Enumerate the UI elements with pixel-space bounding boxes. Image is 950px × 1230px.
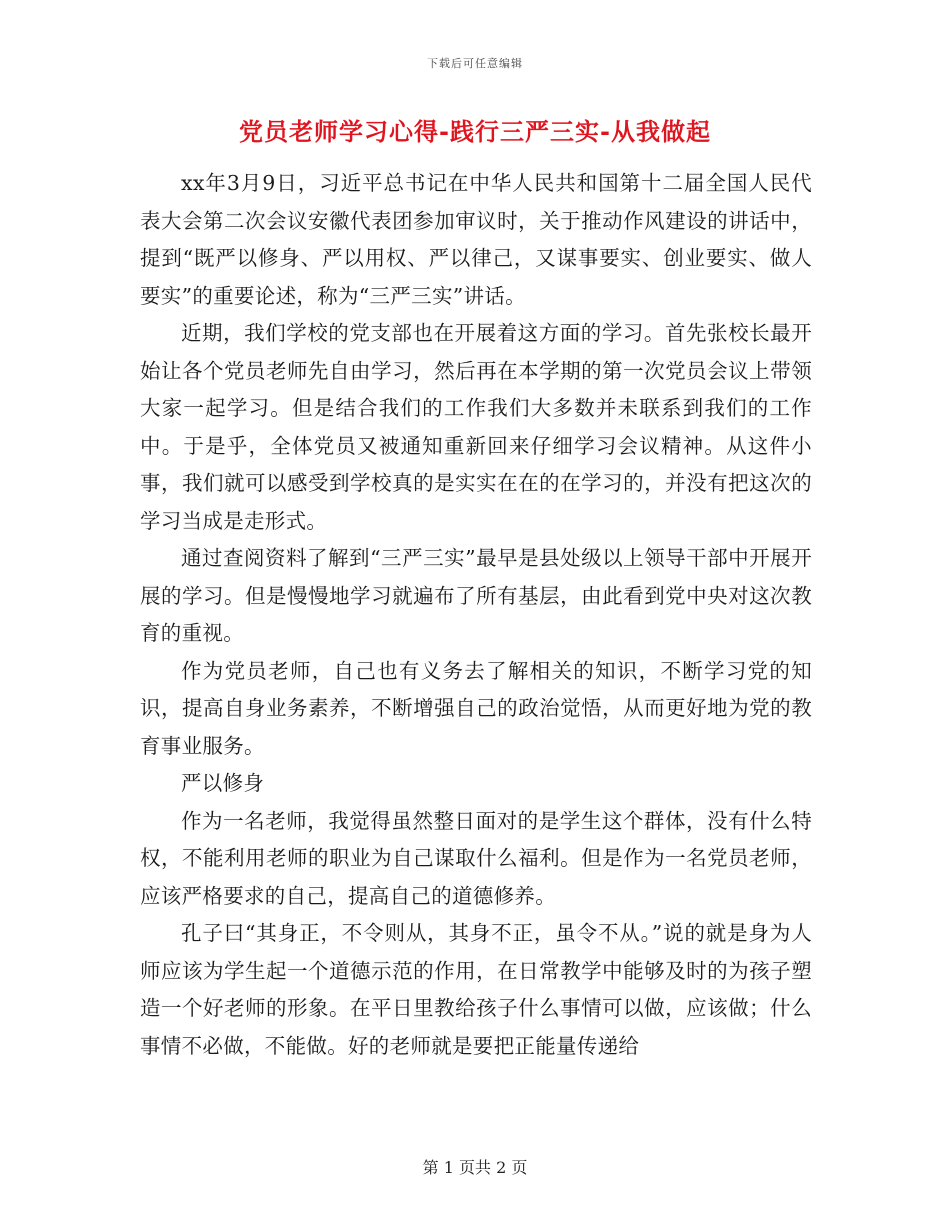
header-note: 下载后可任意编辑	[427, 57, 523, 70]
paragraph: 孔子曰“其身正，不令则从，其身不正，虽令不从。”说的就是身为人师应该为学生起一个道德示范的作用，在日常教学中能够及时的为孩子塑造一个好老师的形象。在平日里教给孩子什么事情可以做，应该做；什么事情不必做，不能做。好的老师就是要把正能量传递给	[140, 921, 812, 1058]
document-title: 党员老师学习心得-践行三严三实-从我做起	[239, 118, 711, 146]
document-body	[140, 165, 812, 1065]
paragraph: 近期，我们学校的党支部也在开展着这方面的学习。首先张校长最开始让各个党员老师先自由学习，然后再在本学期的第一次党员会议上带领大家一起学习。但是结合我们的工作我们大多数并未联系到我们的工作中。于是乎，全体党员又被通知重新回来仔细学习会议精神。从这件小事，我们就可以感受到学校真的是实实在在的在学习的，并没有把这次的学习当成是走形式。	[140, 321, 812, 533]
page-footer: 第 1 页共 2 页	[422, 1158, 528, 1177]
paragraph: 作为党员老师，自己也有义务去了解相关的知识，不断学习党的知识，提高自身业务素养，不断增强自己的政治觉悟，从而更好地为党的教育事业服务。	[140, 658, 812, 758]
section-heading: 严以修身	[181, 771, 265, 795]
paragraph: xx年3月9日，习近平总书记在中华人民共和国第十二届全国人民代表大会第二次会议安徽代表团参加审议时，关于推动作风建设的讲话中，提到“既严以修身、严以用权、严以律己，又谋事要实、创业要实、做人要实”的重要论述，称为“三严三实”讲话。	[140, 171, 812, 308]
paragraph: 作为一名老师，我觉得虽然整日面对的是学生这个群体，没有什么特权，不能利用老师的职业为自己谋取什么福利。但是作为一名党员老师，应该严格要求的自己，提高自己的道德修养。	[140, 808, 812, 908]
paragraph: 通过查阅资料了解到“三严三实”最早是县处级以上领导干部中开展开展的学习。但是慢慢地学习就遍布了所有基层，由此看到党中央对这次教育的重视。	[140, 546, 812, 645]
